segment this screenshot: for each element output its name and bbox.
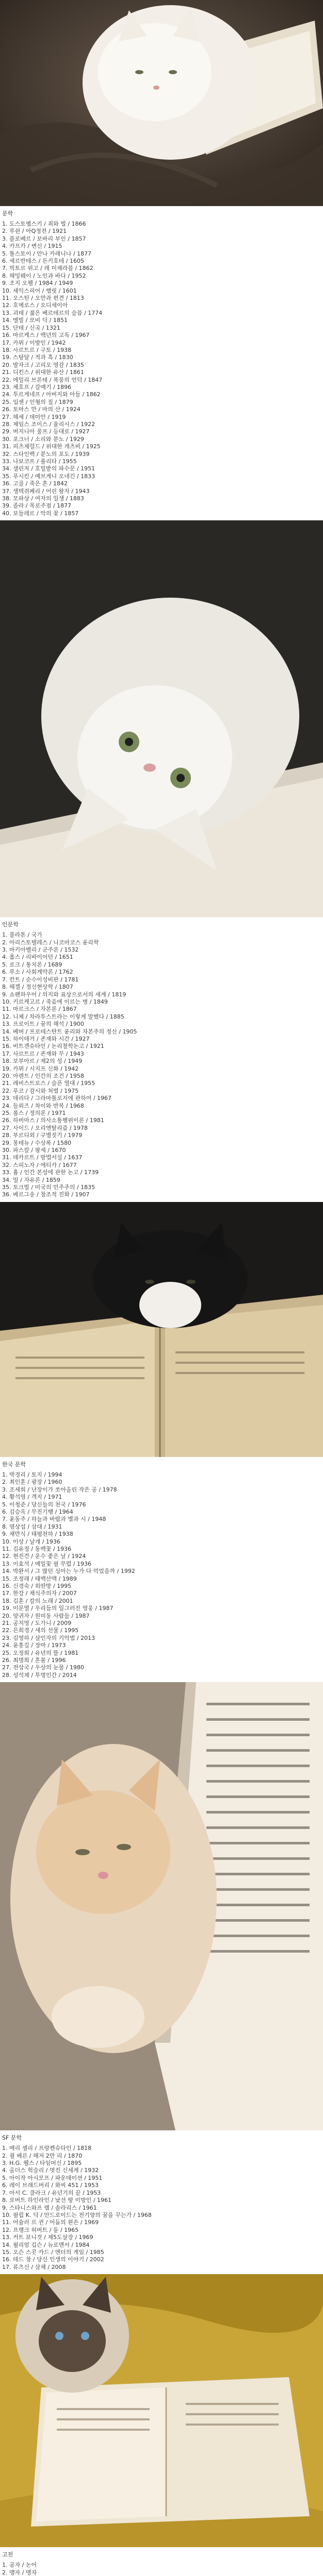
book-item: 5. 로크 / 통치론 / 1689 xyxy=(2,961,62,968)
book-item: 10. 키르케고르 / 죽음에 이르는 병 / 1849 xyxy=(2,998,108,1005)
book-item: 31. 데카르트 / 방법서설 / 1637 xyxy=(2,1154,83,1161)
book-item: 10. 셰익스피어 / 햄릿 / 1601 xyxy=(2,287,77,294)
book-item: 20. 양귀자 / 원미동 사람들 / 1987 xyxy=(2,1612,90,1619)
book-item: 9. 채만식 / 태평천하 / 1938 xyxy=(2,1531,73,1538)
book-item: 35. 토크빌 / 미국의 민주주의 / 1835 xyxy=(2,1184,95,1191)
book-item: 18. 사르트르 / 구토 / 1938 xyxy=(2,346,72,353)
cat-behind-book-image xyxy=(0,1682,323,2130)
book-list xyxy=(2,2145,321,2271)
book-item: 24. 윤흥길 / 장마 / 1973 xyxy=(2,1642,66,1649)
book-item: 15. 조정래 / 태백산맥 / 1989 xyxy=(2,1575,77,1582)
book-item: 19. 스탕달 / 적과 흑 / 1830 xyxy=(2,354,73,361)
section-classics xyxy=(0,2547,323,2576)
book-item: 12. 현진건 / 운수 좋은 날 / 1924 xyxy=(2,1553,86,1560)
book-item: 8. 염상섭 / 삼대 / 1931 xyxy=(2,1523,62,1530)
book-item: 23. 김영하 / 살인자의 기억법 / 2013 xyxy=(2,1634,95,1641)
book-item: 22. 푸코 / 감시와 처벌 / 1975 xyxy=(2,1087,79,1094)
book-item: 7. 윤동주 / 하늘과 바람과 별과 시 / 1948 xyxy=(2,1516,106,1523)
book-item: 9. 조지 오웰 / 1984 / 1949 xyxy=(2,280,73,287)
book-item: 25. 롤스 / 정의론 / 1971 xyxy=(2,1110,66,1116)
book-item: 2. 루쉰 / 아Q정전 / 1921 xyxy=(2,228,67,235)
book-item: 1. 메리 셸리 / 프랑켄슈타인 / 1818 xyxy=(2,2145,92,2152)
section-humanities xyxy=(0,917,323,1202)
book-item: 16. 비트겐슈타인 / 논리철학논고 / 1921 xyxy=(2,1043,104,1050)
book-item: 29. 몽테뉴 / 수상록 / 1580 xyxy=(2,1139,72,1146)
book-item: 20. 아렌트 / 인간의 조건 / 1958 xyxy=(2,1072,84,1079)
cat-photo xyxy=(0,1202,323,1457)
book-item: 3. 마키아벨리 / 군주론 / 1532 xyxy=(2,946,79,954)
book-item: 5. 아이작 아시모프 / 파운데이션 / 1951 xyxy=(2,2174,103,2181)
cat-photo xyxy=(0,1682,323,2130)
book-item: 34. 밀 / 자유론 / 1859 xyxy=(2,1176,60,1183)
book-item: 21. 레비스트로스 / 슬픈 열대 / 1955 xyxy=(2,1080,95,1087)
book-item: 18. 김훈 / 칼의 노래 / 2001 xyxy=(2,1597,73,1604)
book-item: 11. 어슐러 르 귄 / 어둠의 왼손 / 1969 xyxy=(2,2219,99,2226)
book-item: 25. 오정희 / 유년의 뜰 / 1981 xyxy=(2,1649,79,1656)
book-item: 20. 발자크 / 고리오 영감 / 1835 xyxy=(2,361,84,368)
cat-reading-book-image xyxy=(0,1202,323,1457)
cat-photo xyxy=(0,0,323,206)
book-item: 12. 호메로스 / 오디세이아 xyxy=(2,302,68,309)
section-title: 고전 xyxy=(2,2551,13,2558)
book-item: 7. 아서 C. 클라크 / 유년기의 끝 / 1953 xyxy=(2,2189,101,2196)
book-item: 2. 최인훈 / 광장 / 1960 xyxy=(2,1479,62,1486)
section-literature xyxy=(0,206,323,520)
book-item: 4. 카프카 / 변신 / 1915 xyxy=(2,243,62,250)
book-item: 23. 데리다 / 그라마톨로지에 관하여 / 1967 xyxy=(2,1095,112,1102)
book-item: 33. 나보코프 / 롤리타 / 1955 xyxy=(2,458,77,465)
book-item: 36. 고골 / 죽은 혼 / 1842 xyxy=(2,480,68,487)
book-item: 15. 오슨 스콧 카드 / 엔더의 게임 / 1985 xyxy=(2,2248,104,2256)
book-item: 29. 버지니아 울프 / 등대로 / 1927 xyxy=(2,428,90,435)
book-item: 14. 베버 / 프로테스탄트 윤리와 자본주의 정신 / 1905 xyxy=(2,1028,137,1035)
book-item: 28. 부르디외 / 구별짓기 / 1979 xyxy=(2,1132,83,1139)
book-item: 11. 김유정 / 동백꽃 / 1936 xyxy=(2,1545,72,1552)
book-item: 1. 박경리 / 토지 / 1994 xyxy=(2,1471,62,1478)
section-title: 문학 xyxy=(2,210,13,217)
book-item: 2. 맹자 / 맹자 xyxy=(2,2569,37,2576)
book-item: 28. 성석제 / 투명인간 / 2014 xyxy=(2,1671,77,1679)
cat-photo xyxy=(0,520,323,917)
book-item: 27. 사이드 / 오리엔탈리즘 / 1978 xyxy=(2,1124,88,1131)
book-item: 2. 쥘 베른 / 해저 2만 리 / 1870 xyxy=(2,2152,83,2159)
section-korean-literature xyxy=(0,1457,323,1682)
book-item: 16. 마르케스 / 백년의 고독 / 1967 xyxy=(2,332,90,339)
book-item: 16. 신경숙 / 외딴방 / 1995 xyxy=(2,1582,72,1589)
book-item: 8. 헤겔 / 정신현상학 / 1807 xyxy=(2,984,73,991)
book-item: 34. 샐린저 / 호밀밭의 파수꾼 / 1951 xyxy=(2,465,95,472)
book-item: 15. 하이데거 / 존재와 시간 / 1927 xyxy=(2,1035,90,1042)
book-item: 9. 쇼펜하우어 / 의지와 표상으로서의 세계 / 1819 xyxy=(2,991,126,998)
cat-on-book-image xyxy=(0,0,323,206)
cat-upside-down-image xyxy=(0,520,323,917)
book-item: 19. 이문열 / 우리들의 일그러진 영웅 / 1987 xyxy=(2,1605,114,1612)
book-item: 21. 공지영 / 도가니 / 2009 xyxy=(2,1620,72,1626)
book-item: 7. 빅토르 위고 / 레 미제라블 / 1862 xyxy=(2,265,93,272)
book-item: 26. 최명희 / 혼불 / 1996 xyxy=(2,1657,66,1664)
book-item: 30. 파스칼 / 팡세 / 1670 xyxy=(2,1147,66,1154)
book-item: 12. 니체 / 차라투스트라는 이렇게 말했다 / 1885 xyxy=(2,1013,124,1020)
book-item: 1. 공자 / 논어 xyxy=(2,2562,37,2569)
cat-photo xyxy=(0,2274,323,2547)
section-title: 인문학 xyxy=(2,921,19,928)
book-item: 3. 플로베르 / 보바리 부인 / 1857 xyxy=(2,235,86,242)
book-item: 6. 루소 / 사회계약론 / 1762 xyxy=(2,969,73,976)
book-item: 5. 이청준 / 당신들의 천국 / 1976 xyxy=(2,1501,86,1508)
book-item: 27. 전상국 / 우상의 눈물 / 1980 xyxy=(2,1664,84,1671)
book-item: 26. 하버마스 / 의사소통행위이론 / 1981 xyxy=(2,1117,104,1124)
book-item: 17. 한강 / 채식주의자 / 2007 xyxy=(2,1590,77,1597)
book-item: 3. 조세희 / 난장이가 쏘아올린 작은 공 / 1978 xyxy=(2,1486,117,1493)
book-item: 12. 프랭크 허버트 / 듄 / 1965 xyxy=(2,2226,79,2233)
book-item: 7. 칸트 / 순수이성비판 / 1781 xyxy=(2,976,79,983)
book-item: 30. 포크너 / 소리와 분노 / 1929 xyxy=(2,435,84,443)
section-sf-literature xyxy=(0,2130,323,2274)
book-item: 14. 박완서 / 그 많던 싱아는 누가 다 먹었을까 / 1992 xyxy=(2,1568,135,1575)
book-item: 10. 필립 K. 딕 / 안드로이드는 전기양의 꿈을 꾸는가 / 1968 xyxy=(2,2211,152,2218)
book-item: 13. 프로이트 / 꿈의 해석 / 1900 xyxy=(2,1021,84,1028)
book-item: 6. 김승옥 / 무진기행 / 1964 xyxy=(2,1508,73,1515)
book-item: 39. 졸라 / 목로주점 / 1877 xyxy=(2,502,72,510)
book-item: 31. 피츠제럴드 / 위대한 개츠비 / 1925 xyxy=(2,443,101,450)
book-item: 13. 괴테 / 젊은 베르테르의 슬픔 / 1774 xyxy=(2,309,103,316)
book-item: 37. 생텍쥐페리 / 어린 왕자 / 1943 xyxy=(2,487,90,495)
book-item: 33. 흄 / 인간 본성에 관한 논고 / 1739 xyxy=(2,1169,99,1176)
book-item: 10. 이상 / 날개 / 1936 xyxy=(2,1538,60,1545)
book-item: 22. 은희경 / 새의 선물 / 1995 xyxy=(2,1627,79,1634)
book-item: 13. 이효석 / 메밀꽃 필 무렵 / 1936 xyxy=(2,1560,92,1567)
book-item: 21. 디킨스 / 위대한 유산 / 1861 xyxy=(2,369,84,376)
book-item: 1. 플라톤 / 국가 xyxy=(2,931,42,939)
book-item: 3. H.G. 웰스 / 타임머신 / 1895 xyxy=(2,2160,82,2167)
book-item: 24. 들뢰즈 / 차이와 반복 / 1968 xyxy=(2,1102,84,1109)
section-title: 한국 문학 xyxy=(2,1461,26,1468)
book-list xyxy=(2,1471,321,1679)
book-item: 18. 보부아르 / 제2의 성 / 1949 xyxy=(2,1058,83,1065)
book-item: 11. 마르크스 / 자본론 / 1867 xyxy=(2,1006,77,1013)
book-item: 35. 푸시킨 / 예브게니 오네긴 / 1833 xyxy=(2,472,95,480)
book-item: 4. 올더스 헉슬리 / 멋진 신세계 / 1932 xyxy=(2,2167,99,2174)
book-item: 14. 멜빌 / 모비 딕 / 1851 xyxy=(2,317,68,324)
book-list xyxy=(2,931,321,1199)
section-title: SF 문학 xyxy=(2,2134,22,2142)
book-item: 19. 카뮈 / 시지프 신화 / 1942 xyxy=(2,1065,79,1072)
book-item: 4. 홉스 / 리바이어던 / 1651 xyxy=(2,954,73,961)
book-item: 9. 스타니스와프 렘 / 솔라리스 / 1961 xyxy=(2,2204,97,2211)
book-item: 14. 윌리엄 깁슨 / 뉴로맨서 / 1984 xyxy=(2,2241,90,2248)
book-item: 17. 사르트르 / 존재와 무 / 1943 xyxy=(2,1050,84,1057)
book-item: 38. 모파상 / 여자의 일생 / 1883 xyxy=(2,495,84,502)
book-item: 8. 헤밍웨이 / 노인과 바다 / 1952 xyxy=(2,272,86,279)
book-item: 15. 단테 / 신곡 / 1321 xyxy=(2,324,60,331)
book-item: 11. 오스틴 / 오만과 편견 / 1813 xyxy=(2,295,84,302)
book-list xyxy=(2,2562,321,2576)
book-item: 25. 입센 / 인형의 집 / 1879 xyxy=(2,398,73,405)
book-item: 6. 세르반테스 / 돈키호테 / 1605 xyxy=(2,258,85,265)
book-item: 2. 아리스토텔레스 / 니코마코스 윤리학 xyxy=(2,939,99,946)
book-item: 13. 커트 보니것 / 제5도살장 / 1969 xyxy=(2,2234,93,2241)
book-item: 32. 스피노자 / 에티카 / 1677 xyxy=(2,1161,77,1168)
book-item: 6. 레이 브래드버리 / 화씨 451 / 1953 xyxy=(2,2182,99,2189)
book-item: 32. 스타인벡 / 분노의 포도 / 1939 xyxy=(2,450,90,457)
book-item: 23. 체호프 / 갈매기 / 1896 xyxy=(2,383,72,391)
book-item: 36. 베르그송 / 창조적 진화 / 1907 xyxy=(2,1191,90,1198)
book-item: 26. 토마스 만 / 마의 산 / 1924 xyxy=(2,406,80,413)
book-item: 22. 에밀리 브론테 / 폭풍의 언덕 / 1847 xyxy=(2,376,103,383)
book-item: 28. 제임스 조이스 / 율리시스 / 1922 xyxy=(2,420,95,428)
book-item: 17. 류츠신 / 삼체 / 2008 xyxy=(2,2263,66,2270)
book-item: 24. 투르게네프 / 아버지와 아들 / 1862 xyxy=(2,391,101,398)
book-item: 5. 톨스토이 / 안나 카레니나 / 1877 xyxy=(2,250,92,257)
book-item: 1. 도스토옙스키 / 죄와 벌 / 1866 xyxy=(2,221,86,227)
siamese-cat-with-book-image xyxy=(0,2274,323,2547)
book-item: 40. 보들레르 / 악의 꽃 / 1857 xyxy=(2,510,79,517)
book-item: 16. 테드 창 / 당신 인생의 이야기 / 2002 xyxy=(2,2256,104,2263)
book-list xyxy=(2,221,321,517)
book-item: 8. 로버트 하인라인 / 낯선 땅 이방인 / 1961 xyxy=(2,2197,112,2204)
book-item: 27. 헤세 / 데미안 / 1919 xyxy=(2,413,66,420)
book-item: 4. 황석영 / 객지 / 1971 xyxy=(2,1494,62,1501)
book-item: 17. 카뮈 / 이방인 / 1942 xyxy=(2,339,66,346)
